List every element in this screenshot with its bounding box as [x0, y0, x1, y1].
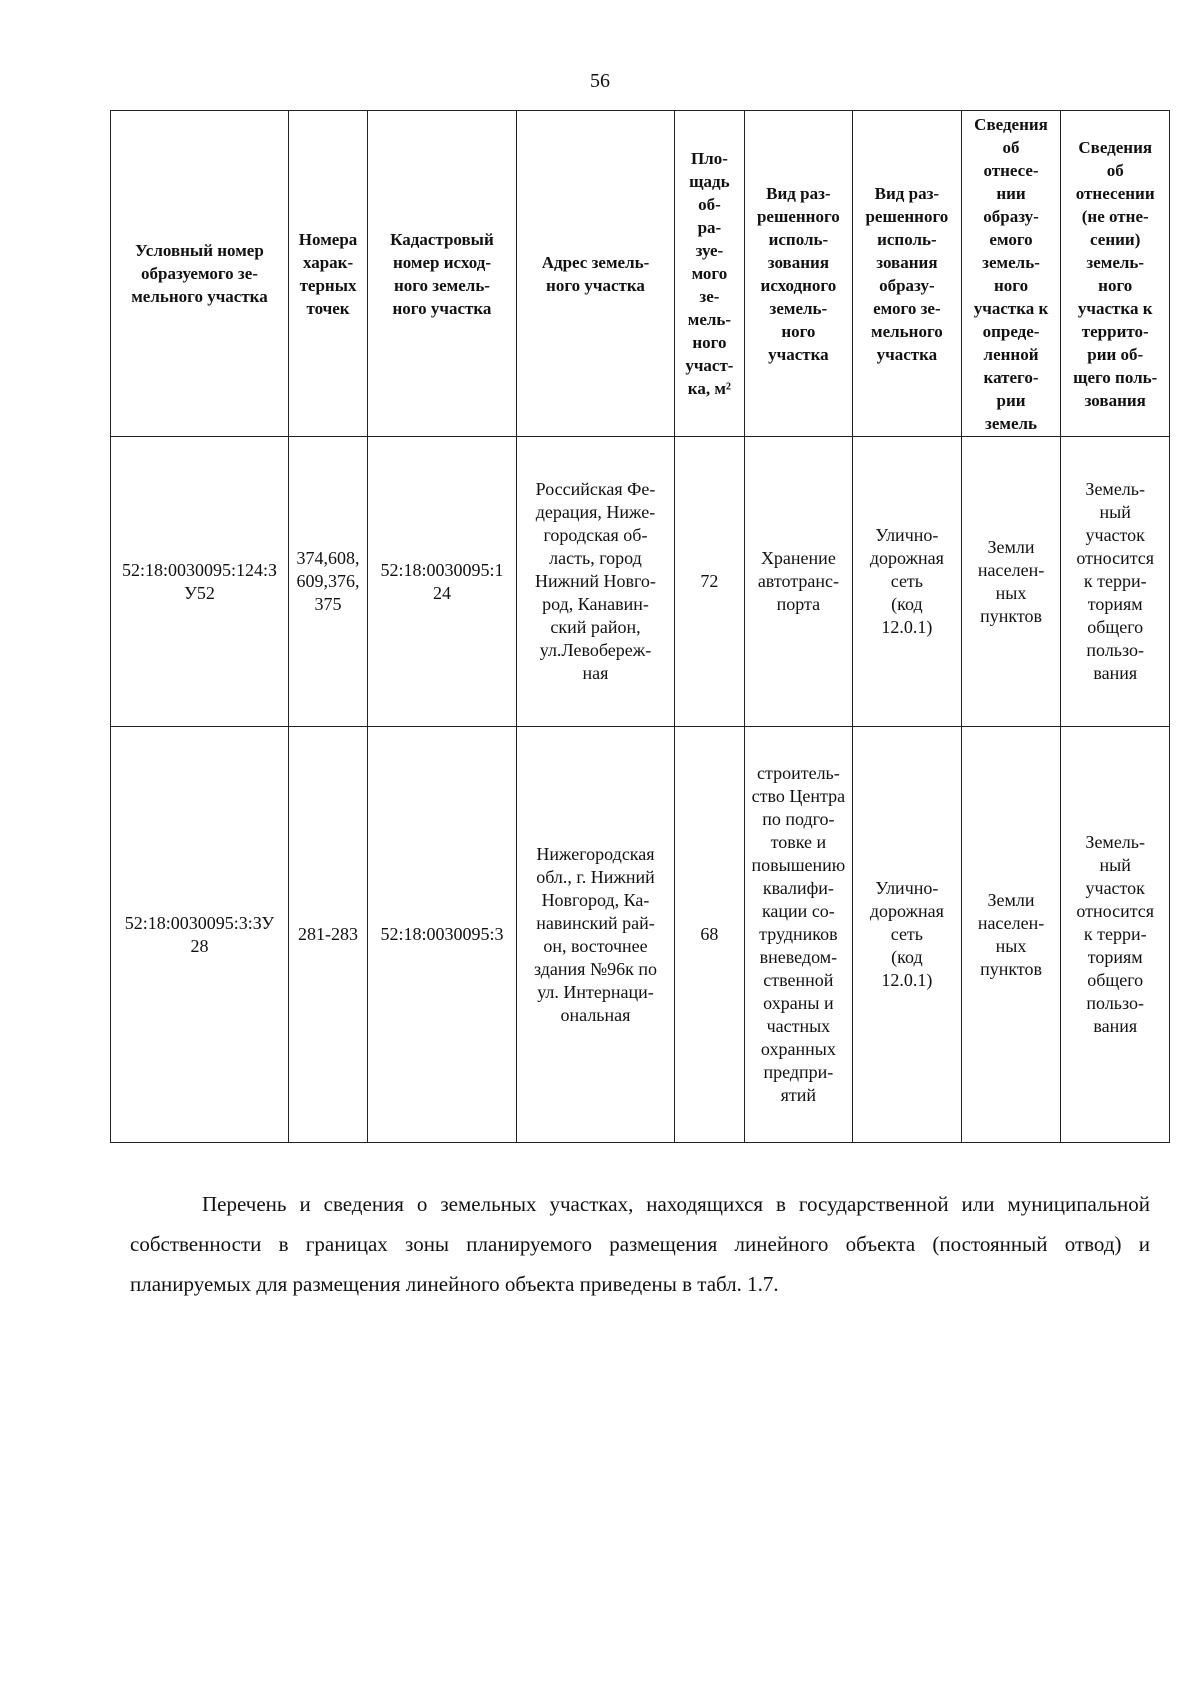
header-public-use: Сведения об отнесении (не отне- сении) земель- ного участка к террито- рии об- щего поль- зования [1061, 111, 1170, 437]
land-plots-table [110, 110, 1170, 1143]
cell-address: Российская Фе- дерация, Ниже- городская об- ласть, город Нижний Новго- род, Канавин- ский район, ул.Левобереж- ная [516, 437, 674, 727]
table-header-row [111, 111, 1170, 437]
cell-source-cadastral: 52:18:0030095:1 24 [368, 437, 517, 727]
header-address: Адрес земель- ного участка [516, 111, 674, 437]
table-row [111, 437, 1170, 727]
header-new-use: Вид раз- решенного исполь- зования образу- емого зе- мельного участка [853, 111, 962, 437]
cell-source-use: строитель- ство Центра по подго- товке и повышению квалифи- кации со- трудников вневедом- ственной охраны и частных охранных предпри- ятий [744, 727, 853, 1143]
cell-area: 68 [675, 727, 744, 1143]
header-land-category: Сведения об отнесе- нии образу- емого земель- ного участка к опреде- ленной катего- рии земель [961, 111, 1061, 437]
header-source-use: Вид раз- решенного исполь- зования исходного земель- ного участка [744, 111, 853, 437]
cell-source-use: Хранение автотранс- порта [744, 437, 853, 727]
header-plot-number: Условный номер образуемого зе- мельного участка [111, 111, 289, 437]
body-paragraph [130, 1184, 1150, 1304]
header-points: Номера харак- терных точек [288, 111, 367, 437]
cell-plot-number: 52:18:0030095:124:З У52 [111, 437, 289, 727]
page-number: 56 [590, 70, 610, 92]
cell-area: 72 [675, 437, 744, 727]
cell-land-category: Земли населен- ных пунктов [961, 437, 1061, 727]
cell-new-use: Улично- дорожная сеть (код 12.0.1) [853, 437, 962, 727]
cell-address: Нижегородская обл., г. Нижний Новгород, Ка- навинский рай- он, восточнее здания №96к по ул. Интернаци- ональная [516, 727, 674, 1143]
header-source-cadastral: Кадастровый номер исход- ного земель- ного участка [368, 111, 517, 437]
cell-points: 374,608, 609,376, 375 [288, 437, 367, 727]
cell-land-category: Земли населен- ных пунктов [961, 727, 1061, 1143]
cell-points: 281-283 [288, 727, 367, 1143]
cell-public-use: Земель- ный участок относится к терри- ториям общего пользо- вания [1061, 437, 1170, 727]
cell-new-use: Улично- дорожная сеть (код 12.0.1) [853, 727, 962, 1143]
cell-plot-number: 52:18:0030095:3:ЗУ 28 [111, 727, 289, 1143]
cell-source-cadastral: 52:18:0030095:3 [368, 727, 517, 1143]
paragraph-text: Перечень и сведения о земельных участках, находящихся в государственной или муниципальной собственности в границах зоны планируемого размещения линейного объекта (постоянный отвод) и планируемых для размещения линейного объекта приведены в табл. 1.7. [130, 1192, 1150, 1296]
cell-public-use: Земель- ный участок относится к терри- ториям общего пользо- вания [1061, 727, 1170, 1143]
table-row [111, 727, 1170, 1143]
header-area: Пло- щадь об- ра- зуе- мого зе- мель- ного участ- ка, м² [675, 111, 744, 437]
